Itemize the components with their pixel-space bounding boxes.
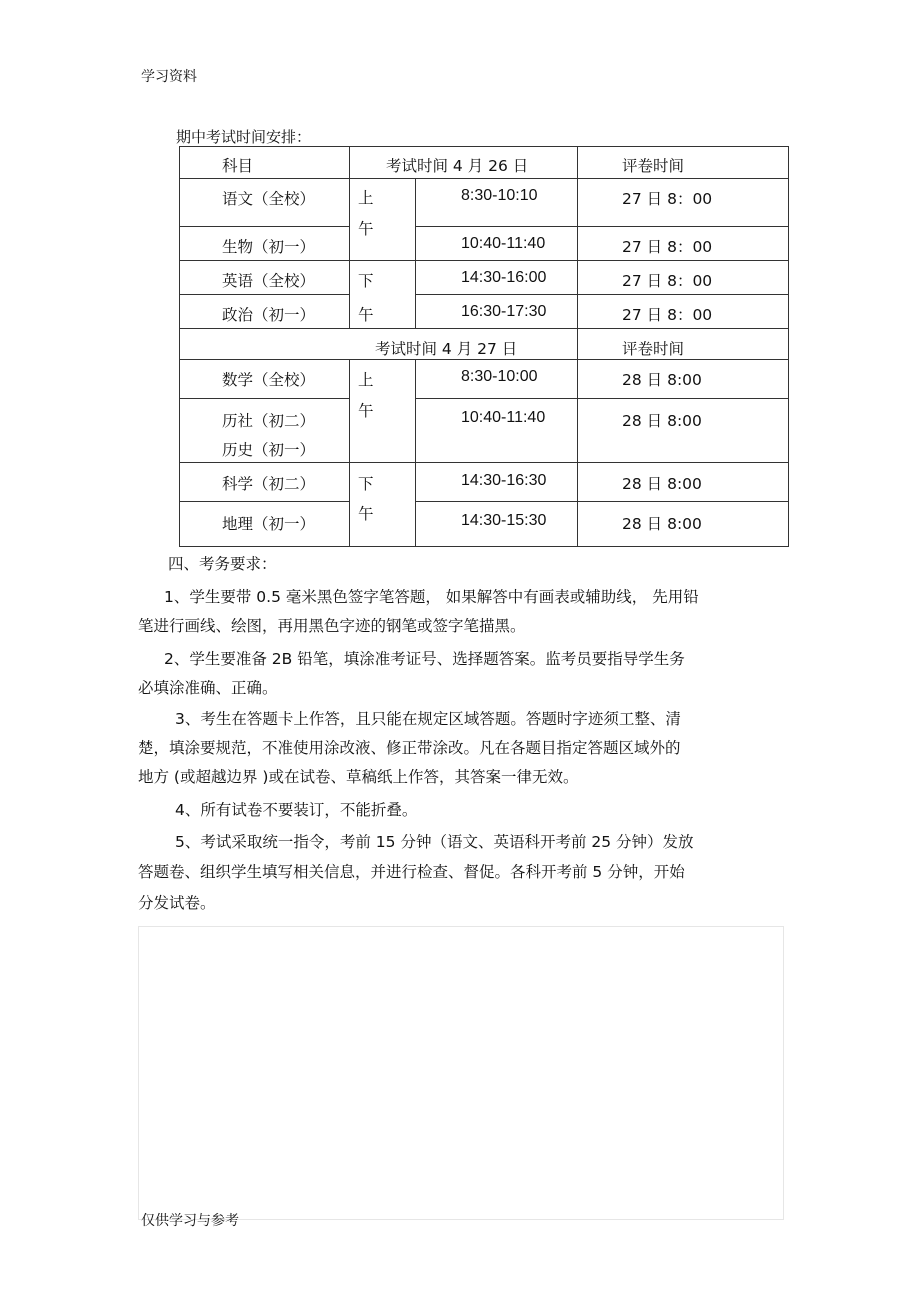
time-cell: 8:30-10:10 — [461, 187, 538, 204]
paragraph-line: 笔进行画线、绘图，再用黑色字迹的钢笔或签字笔描黑。 — [138, 617, 526, 635]
subject-cell: 生物（初一） — [222, 238, 316, 256]
pm-label: 午 — [358, 505, 374, 523]
paragraph-line: 5、考试采取统一指令，考前 15 分钟（语文、英语科开考前 25 分钟）发放 — [175, 833, 694, 851]
paragraph-line: 4、所有试卷不要装订，不能折叠。 — [175, 801, 418, 819]
page-footer: 仅供学习与参考 — [141, 1213, 239, 1229]
paragraph-line: 楚，填涂要规范，不准使用涂改液、修正带涂改。凡在各题目指定答题区域外的 — [138, 739, 681, 757]
subject-col-header: 科目 — [222, 157, 254, 175]
page-header: 学习资料 — [141, 69, 197, 85]
time-cell: 14:30-15:30 — [461, 512, 547, 529]
review-header-2: 评卷时间 — [622, 340, 685, 358]
review-cell: 27 日 8：00 — [622, 190, 713, 208]
paragraph-line: 1、学生要带 0.5 毫米黑色签字笔答题， 如果解答中有画表或辅助线， 先用铅 — [164, 588, 699, 606]
subject-cell: 科学（初二） — [222, 475, 316, 493]
subject-cell: 语文（全校） — [222, 190, 316, 208]
review-cell: 28 日 8:00 — [622, 412, 702, 430]
subject-cell: 历社（初二） — [222, 412, 316, 430]
am-label: 午 — [358, 402, 374, 420]
review-header: 评卷时间 — [622, 157, 685, 175]
subject-cell: 地理（初一） — [222, 515, 316, 533]
section-title: 四、考务要求： — [168, 555, 277, 573]
review-cell: 27 日 8：00 — [622, 238, 713, 256]
pm-label: 下 — [358, 475, 374, 493]
am-label: 上 — [358, 371, 374, 389]
day2-header: 考试时间 4 月 27 日 — [375, 340, 518, 358]
subject-cell: 英语（全校） — [222, 272, 316, 290]
paragraph-line: 2、学生要准备 2B 铅笔，填涂准考证号、选择题答案。监考员要指导学生务 — [164, 650, 685, 668]
paragraph-line: 答题卷、组织学生填写相关信息，并进行检查、督促。各科开考前 5 分钟，开始 — [138, 863, 685, 881]
day1-header: 考试时间 4 月 26 日 — [386, 157, 529, 175]
time-cell: 16:30-17:30 — [461, 303, 547, 320]
time-cell: 14:30-16:30 — [461, 472, 547, 489]
paragraph-line: 地方 (或超越边界 )或在试卷、草稿纸上作答，其答案一律无效。 — [138, 768, 579, 786]
time-cell: 10:40-11:40 — [461, 409, 546, 426]
paragraph-line: 分发试卷。 — [138, 894, 216, 912]
review-cell: 28 日 8:00 — [622, 475, 702, 493]
subject-cell: 政治（初一） — [222, 306, 316, 324]
review-cell: 28 日 8:00 — [622, 371, 702, 389]
subject-cell: 数学（全校） — [222, 371, 316, 389]
pm-label: 午 — [358, 306, 374, 324]
pm-label: 下 — [358, 272, 374, 290]
paragraph-line: 必填涂准确、正确。 — [138, 679, 278, 697]
review-cell: 27 日 8：00 — [622, 306, 713, 324]
time-cell: 8:30-10:00 — [461, 368, 538, 385]
am-label: 午 — [358, 220, 374, 238]
time-cell: 14:30-16:00 — [461, 269, 547, 286]
blank-frame — [138, 926, 784, 1220]
review-cell: 27 日 8：00 — [622, 272, 713, 290]
time-cell: 10:40-11:40 — [461, 235, 546, 252]
subject-cell-second: 历史（初一） — [222, 441, 316, 459]
paragraph-line: 3、考生在答题卡上作答，且只能在规定区域答题。答题时字迹须工整、清 — [175, 710, 681, 728]
am-label: 上 — [358, 189, 374, 207]
schedule-caption: 期中考试时间安排： — [176, 128, 312, 146]
review-cell: 28 日 8:00 — [622, 515, 702, 533]
